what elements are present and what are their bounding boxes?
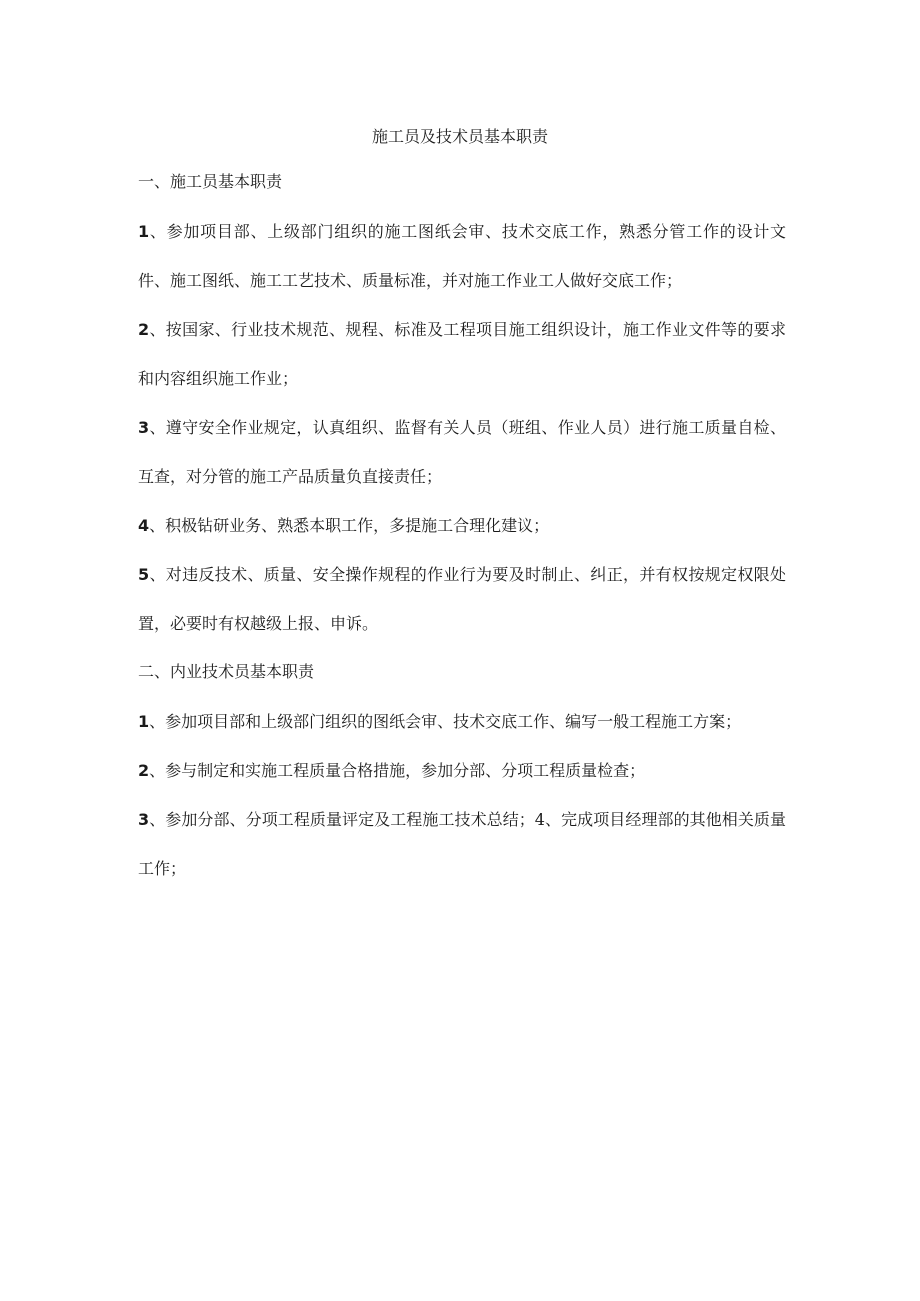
item-number: 5 (138, 565, 150, 584)
duty-item (138, 305, 786, 403)
document-title: 施工员及技术员基本职责 (371, 127, 548, 146)
item-number: 3 (138, 810, 150, 829)
item-number: 1 (138, 712, 150, 731)
item-text: 、遵守安全作业规定，认真组织、监督有关人员（班组、作业人员）进行施工质量自检、互查，对分管的施工产品质量负直接责任； (138, 418, 786, 486)
duty-item (138, 550, 786, 648)
item-text: 、对违反技术、质量、安全操作规程的作业行为要及时制止、纠正，并有权按规定权限处置，必要时有权越级上报、申诉。 (138, 565, 786, 633)
item-number: 3 (138, 418, 150, 437)
item-text: 、积极钻研业务、熟悉本职工作，多提施工合理化建议； (149, 516, 550, 535)
duty-item (138, 207, 786, 305)
duty-item (138, 403, 786, 501)
item-text: 、按国家、行业技术规范、规程、标准及工程项目施工组织设计，施工作业文件等的要求和内容组织施工作业； (138, 320, 786, 388)
duty-item (138, 501, 786, 550)
duty-item (138, 697, 786, 746)
section-heading-technician: 二、内业技术员基本职责 (138, 662, 315, 681)
item-text: 、参加项目部和上级部门组织的图纸会审、技术交底工作、编写一般工程施工方案； (149, 712, 742, 731)
duty-item (138, 746, 786, 795)
item-number: 1 (138, 222, 150, 241)
document-body (138, 170, 786, 905)
item-number: 2 (138, 761, 150, 780)
item-text: 、参加分部、分项工程质量评定及工程施工技术总结；4、完成项目经理部的其他相关质量工作； (138, 810, 786, 878)
item-number: 2 (138, 320, 150, 339)
duty-item (138, 795, 786, 893)
section-heading-construction: 一、施工员基本职责 (138, 172, 283, 191)
item-text: 、参与制定和实施工程质量合格措施，参加分部、分项工程质量检查； (149, 761, 646, 780)
item-text: 、参加项目部、上级部门组织的施工图纸会审、技术交底工作，熟悉分管工作的设计文件、施工图纸、施工工艺技术、质量标准，并对施工作业工人做好交底工作； (138, 222, 786, 290)
item-number: 4 (138, 516, 150, 535)
